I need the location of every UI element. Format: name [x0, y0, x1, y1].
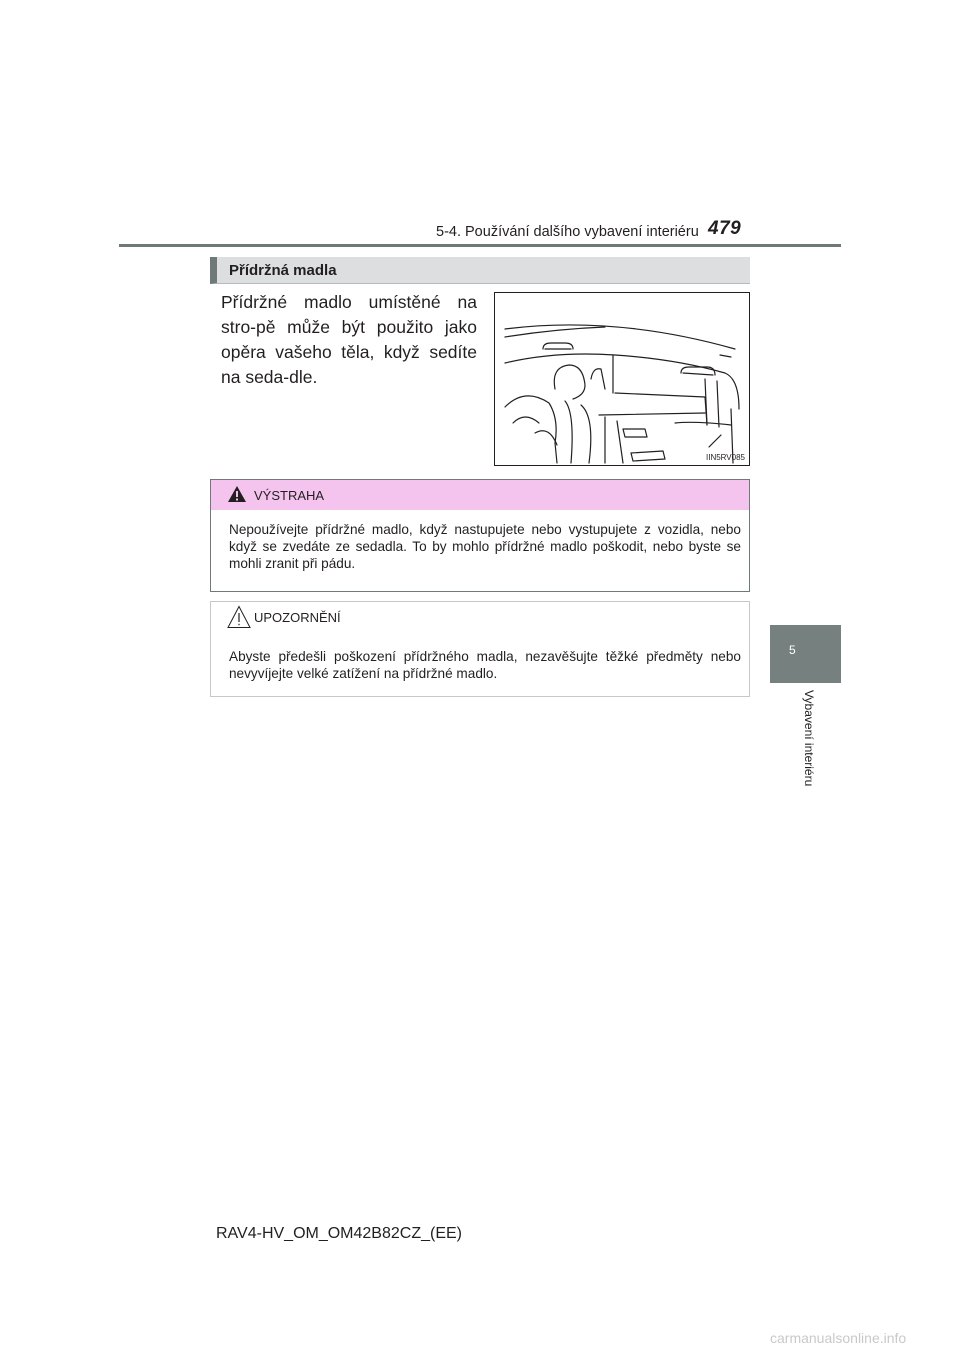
- chapter-title: Vybavení interiéru: [802, 690, 816, 787]
- figure-code: IIN5RV085: [706, 453, 745, 462]
- header-divider: [119, 244, 841, 247]
- warning-title: VÝSTRAHA: [254, 488, 325, 503]
- assist-grip-illustration: [494, 292, 750, 466]
- notice-box: [210, 601, 750, 697]
- notice-title: UPOZORNĚNÍ: [254, 610, 341, 625]
- section-heading-text: Přídržná madla: [229, 262, 337, 279]
- warning-text: Nepoužívejte přídržné madlo, když nastupujete nebo vystupujete z vozidla, nebo když se zvedáte ze sedadla. To by mohlo přídržné madlo poškodit, nebo byste se mohli zranit při pádu.: [229, 522, 741, 571]
- warning-triangle-icon: [227, 485, 247, 503]
- section-body-text: Přídržné madlo umístěné na stro-pě může být použito jako opěra vašeho těla, když sedíte na seda-dle.: [221, 292, 477, 387]
- caution-triangle-icon: [227, 605, 251, 629]
- document-code: RAV4-HV_OM_OM42B82CZ_(EE): [216, 1225, 462, 1242]
- page-number: 479: [708, 218, 742, 239]
- running-header-section: 5-4. Používání dalšího vybavení interiéru: [436, 224, 699, 240]
- warning-box: [210, 479, 750, 592]
- notice-text: Abyste předešli poškození přídržného madla, nezavěšujte těžké předměty nebo nevyvíjejte velké zatížení na přídržné madlo.: [229, 649, 741, 681]
- section-heading: [210, 257, 750, 284]
- car-interior-drawing: [495, 293, 750, 466]
- chapter-number: 5: [789, 643, 796, 657]
- watermark: carmanualsonline.info: [770, 1330, 907, 1346]
- chapter-tab[interactable]: [770, 625, 841, 683]
